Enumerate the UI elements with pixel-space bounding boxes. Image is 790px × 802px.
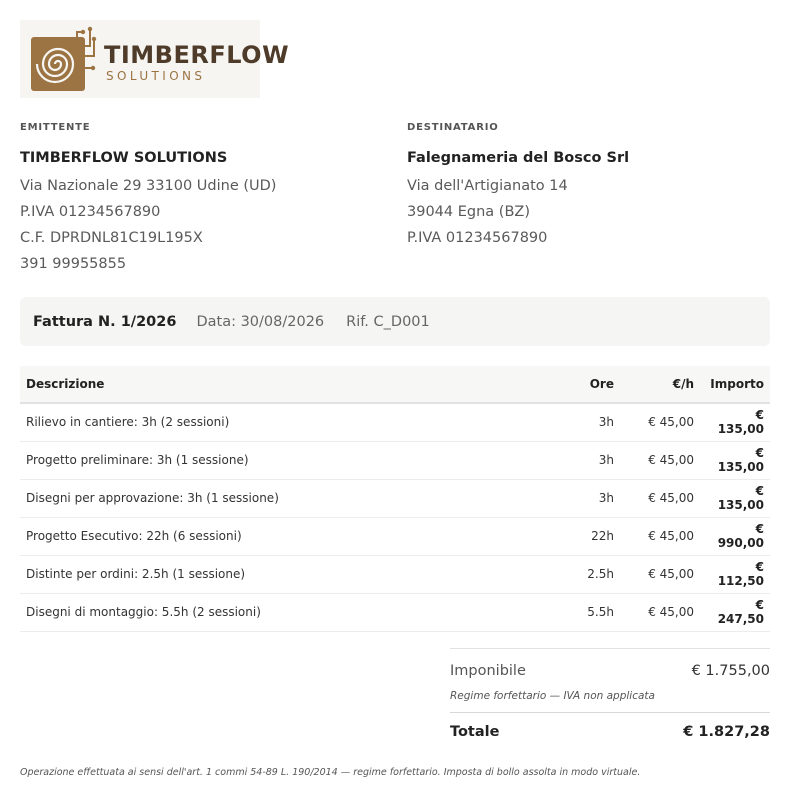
invoice-meta-bar bbox=[20, 297, 770, 346]
table-row bbox=[20, 403, 770, 441]
row-rate: € 45,00 bbox=[648, 567, 694, 581]
row-hours: 5.5h bbox=[587, 605, 614, 619]
header-hours: Ore bbox=[589, 377, 614, 391]
issuer-address: Via Nazionale 29 33100 Udine (UD) bbox=[20, 178, 277, 194]
company-logo bbox=[20, 20, 290, 98]
table-row bbox=[20, 555, 770, 593]
recipient-label: DESTINATARIO bbox=[407, 122, 499, 133]
recipient-vat: P.IVA 01234567890 bbox=[407, 230, 548, 246]
row-amount: € 135,00 bbox=[717, 484, 764, 512]
row-hours: 3h bbox=[598, 491, 614, 505]
row-rate: € 45,00 bbox=[648, 491, 694, 505]
items-table bbox=[20, 366, 770, 632]
row-amount: € 247,50 bbox=[717, 598, 764, 626]
issuer-label: EMITTENTE bbox=[20, 122, 91, 133]
totals-block bbox=[450, 648, 770, 751]
wood-rings-logo-icon bbox=[30, 26, 100, 92]
table-row bbox=[20, 593, 770, 631]
row-hours: 22h bbox=[591, 529, 614, 543]
table-row bbox=[20, 479, 770, 517]
table-row bbox=[20, 517, 770, 555]
invoice-number: Fattura N. 1/2026 bbox=[33, 313, 177, 330]
row-rate: € 45,00 bbox=[648, 605, 694, 619]
row-description: Disegni di montaggio: 5.5h (2 sessioni) bbox=[26, 605, 261, 619]
row-description: Progetto Esecutivo: 22h (6 sessioni) bbox=[26, 529, 242, 543]
taxable-label: Imponibile bbox=[450, 663, 526, 679]
total-value: € 1.827,28 bbox=[683, 724, 770, 740]
taxable-value: € 1.755,00 bbox=[691, 663, 770, 679]
row-rate: € 45,00 bbox=[648, 415, 694, 430]
recipient-city: 39044 Egna (BZ) bbox=[407, 204, 530, 220]
row-amount: € 135,00 bbox=[717, 446, 764, 474]
recipient-address: Via dell'Artigianato 14 bbox=[407, 178, 568, 194]
row-hours: 2.5h bbox=[587, 567, 614, 581]
header-amount: Importo bbox=[710, 377, 764, 391]
row-amount: € 112,50 bbox=[717, 560, 764, 588]
row-description: Rilievo in cantiere: 3h (2 sessioni) bbox=[26, 415, 230, 430]
row-amount: € 135,00 bbox=[717, 408, 764, 437]
table-row bbox=[20, 441, 770, 479]
total-row bbox=[450, 713, 770, 751]
issuer-phone: 391 99955855 bbox=[20, 256, 127, 272]
issuer-tax-code: C.F. DPRDNL81C19L195X bbox=[20, 230, 203, 246]
recipient-block bbox=[407, 122, 737, 251]
recipient-name: Falegnameria del Bosco Srl bbox=[407, 150, 630, 166]
row-description: Disegni per approvazione: 3h (1 sessione) bbox=[26, 491, 279, 505]
legal-footer-note: Operazione effettuata ai sensi dell'art. 1 commi 54-89 L. 190/2014 — regime forfettario. Imposta di bollo assolta in modo virtuale. bbox=[20, 767, 641, 778]
table-header-row bbox=[20, 366, 770, 403]
row-description: Progetto preliminare: 3h (1 sessione) bbox=[26, 453, 249, 467]
issuer-vat: P.IVA 01234567890 bbox=[20, 204, 161, 220]
brand-subtitle: SOLUTIONS bbox=[106, 69, 206, 83]
total-label: Totale bbox=[450, 724, 500, 740]
row-hours: 3h bbox=[598, 415, 614, 430]
taxable-row bbox=[450, 649, 770, 687]
row-hours: 3h bbox=[598, 453, 614, 467]
tax-regime-note: Regime forfettario — IVA non applicata bbox=[450, 687, 770, 713]
invoice-reference: Rif. C_D001 bbox=[346, 313, 430, 330]
invoice-date: Data: 30/08/2026 bbox=[196, 313, 325, 330]
row-rate: € 45,00 bbox=[648, 453, 694, 467]
issuer-name: TIMBERFLOW SOLUTIONS bbox=[20, 150, 228, 166]
header-description: Descrizione bbox=[26, 377, 105, 391]
header-rate: €/h bbox=[672, 377, 694, 391]
row-amount: € 990,00 bbox=[717, 522, 764, 550]
row-description: Distinte per ordini: 2.5h (1 sessione) bbox=[26, 567, 246, 581]
row-rate: € 45,00 bbox=[648, 529, 694, 543]
issuer-block bbox=[20, 122, 350, 277]
brand-name: TIMBERFLOW bbox=[104, 41, 290, 69]
